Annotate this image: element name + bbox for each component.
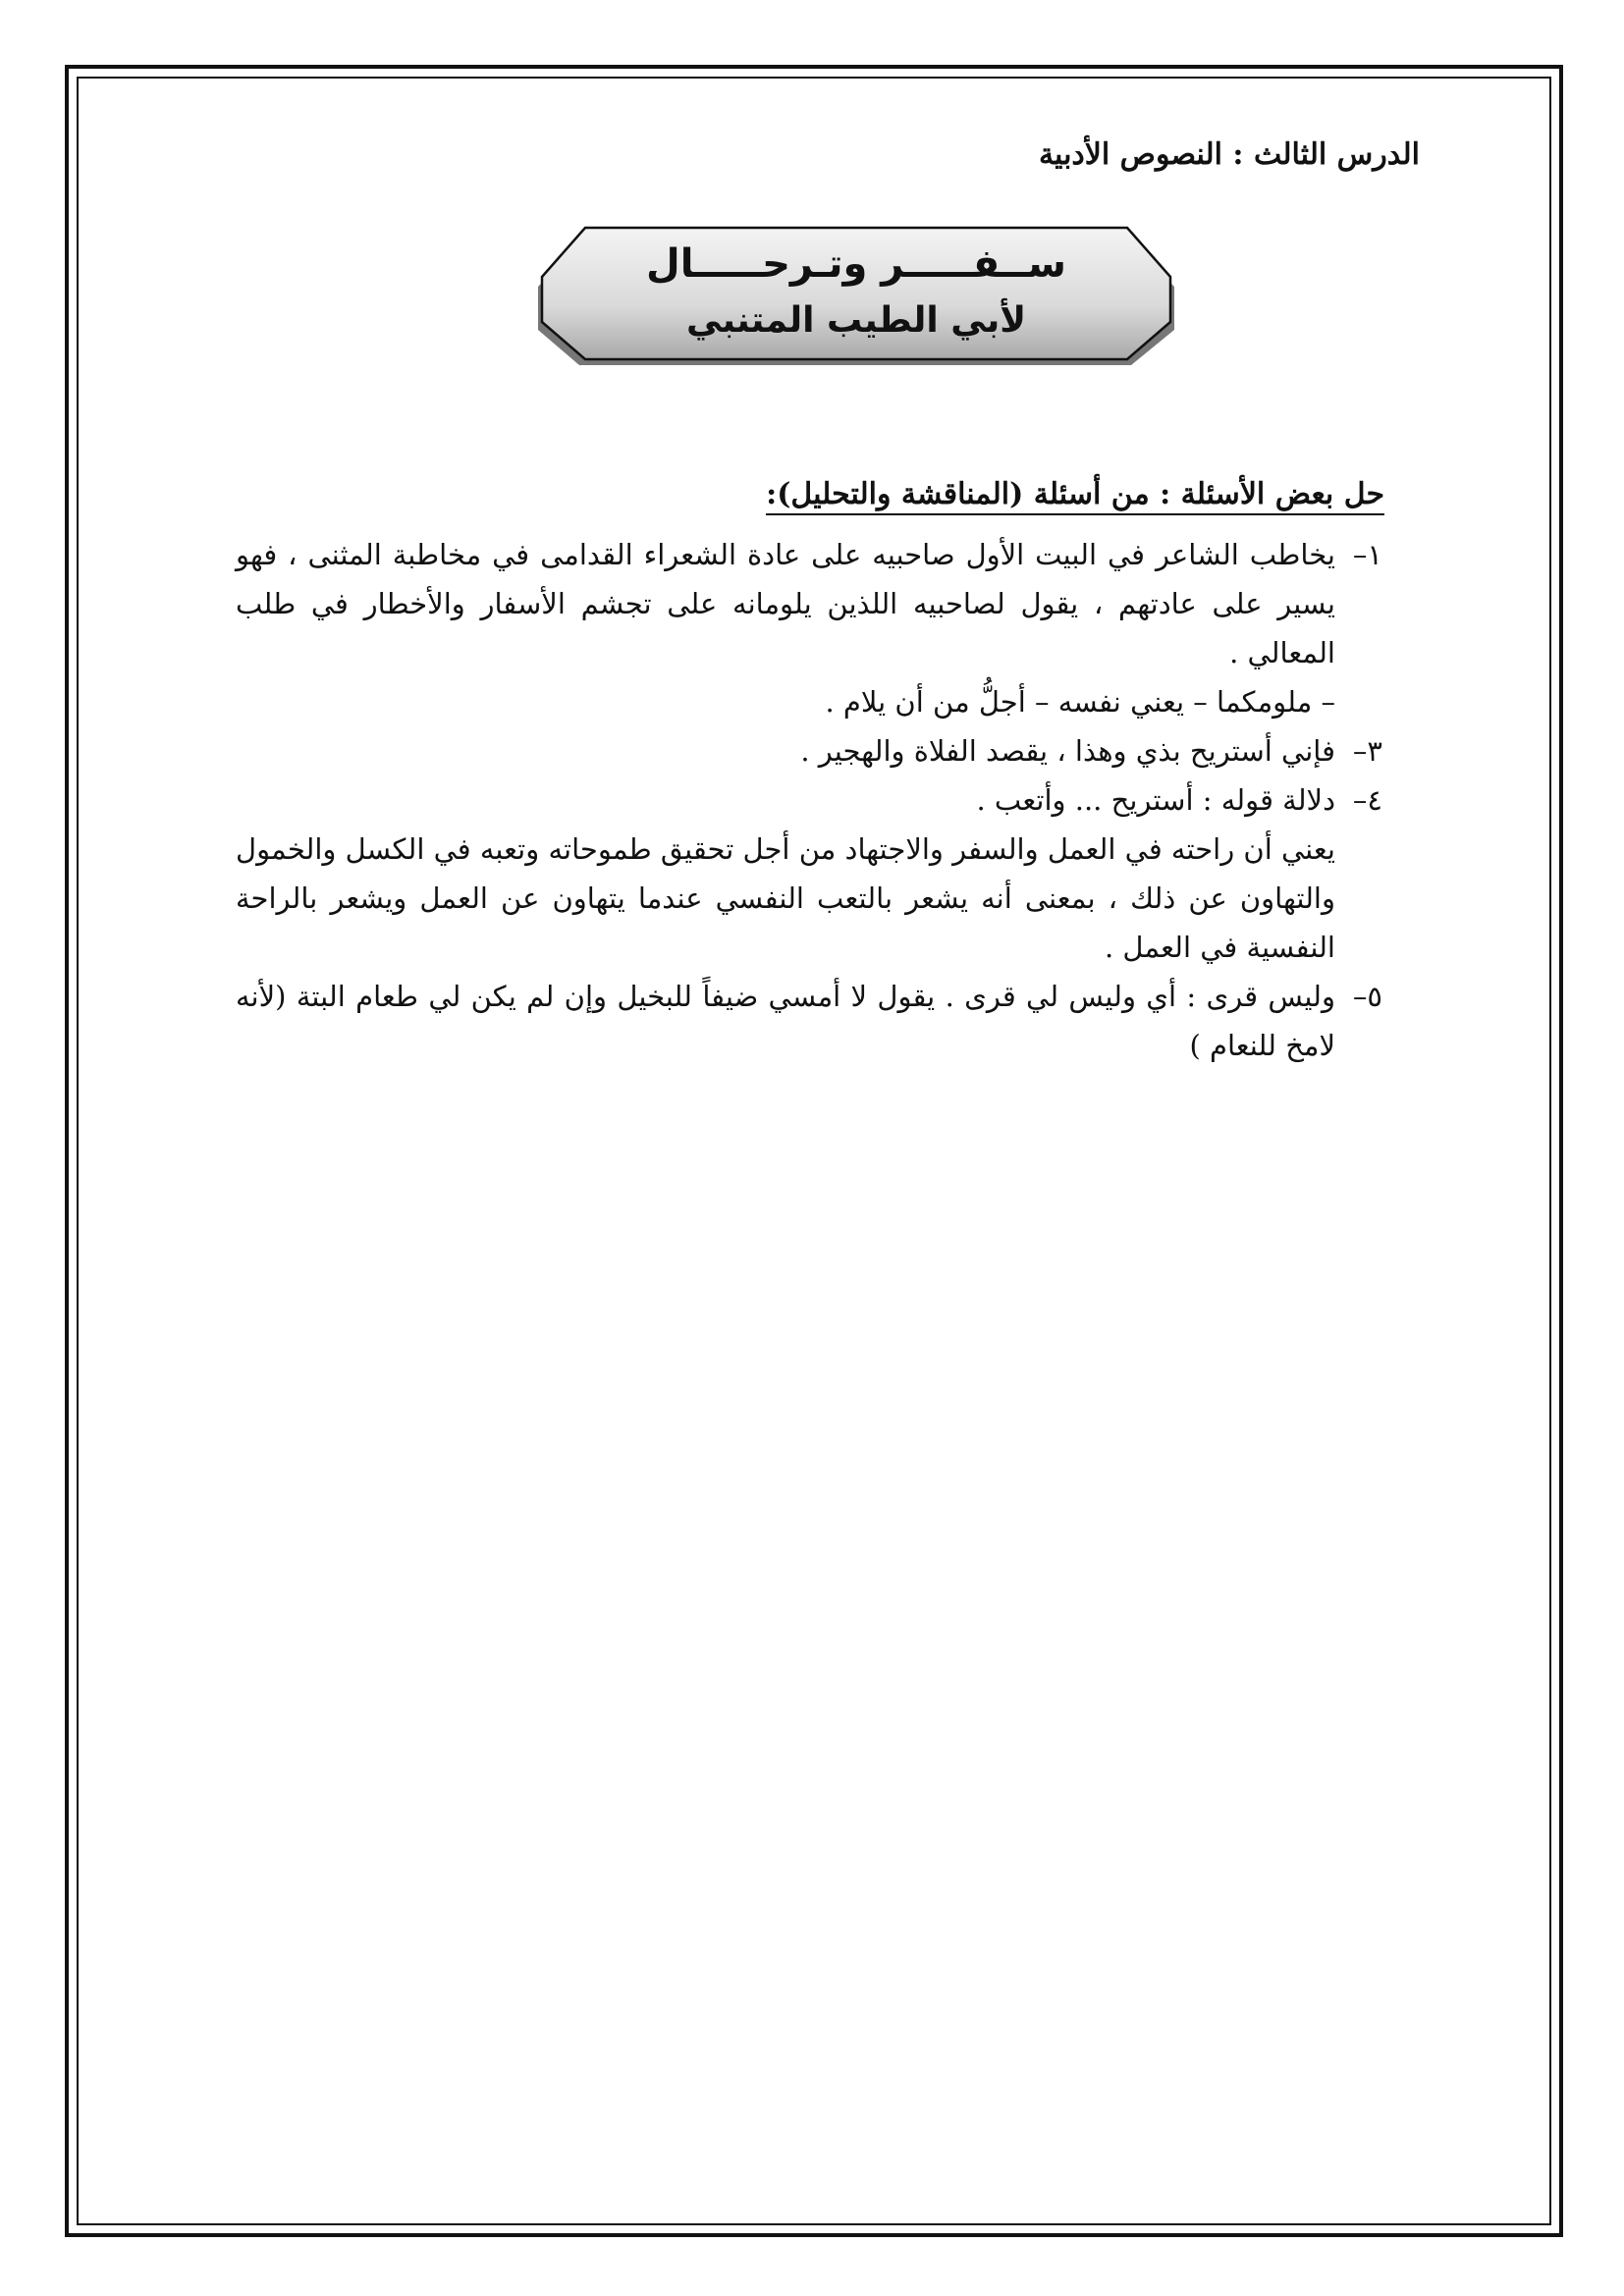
section-heading: حل بعض الأسئلة : من أسئلة (المناقشة والتحليل): [766,477,1384,515]
title-author: لأبي الطيب المتنبي [685,300,1027,341]
answer-item [236,530,1382,677]
answer-number: ٥– [1352,980,1382,1013]
answer-item [236,726,1382,775]
answer-number: ٣– [1352,734,1382,768]
answer-item [236,677,1382,726]
answer-text: دلالة قوله : أستريح ... وأتعب . [976,783,1335,817]
answer-item [236,825,1382,972]
answer-number: ٤– [1352,783,1382,817]
answer-item [236,775,1382,825]
answer-text: يعني أن راحته في العمل والسفر والاجتهاد من أجل تحقيق طموحاته وتعبه في الكسل والخمول والتهاون عن ذلك ، بمعنى أنه يشعر بالتعب النفسي عندما يتهاون عن العمل ويشعر بالراحة النفسية في العمل . [236,832,1335,964]
title-main: ســفـــــر وتـرحـــــال [646,241,1066,287]
title-box [532,224,1180,369]
answer-text: يخاطب الشاعر في البيت الأول صاحبيه على عادة الشعراء القدامى في مخاطبة المثنى ، فهو يسير على عادتهم ، يقول لصاحبيه اللذين يلومانه على تجشم الأسفار والأخطار في طلب المعالي . [236,538,1335,669]
answer-item [236,972,1382,1070]
answer-text: – ملومكما – يعني نفسه – أجلُّ من أن يلام . [825,685,1335,719]
answer-number: ١– [1352,538,1382,571]
answer-text: وليس قرى : أي وليس لي قرى . يقول لا أمسي ضيفاً للبخيل وإن لم يكن لي طعام البتة (لأنه لامخ للنعام ) [236,980,1335,1062]
answers-list [236,530,1382,1070]
lesson-heading: الدرس الثالث : النصوص الأدبية [1038,137,1420,172]
answer-text: فإني أستريح بذي وهذا ، يقصد الفلاة والهجير . [800,734,1335,768]
